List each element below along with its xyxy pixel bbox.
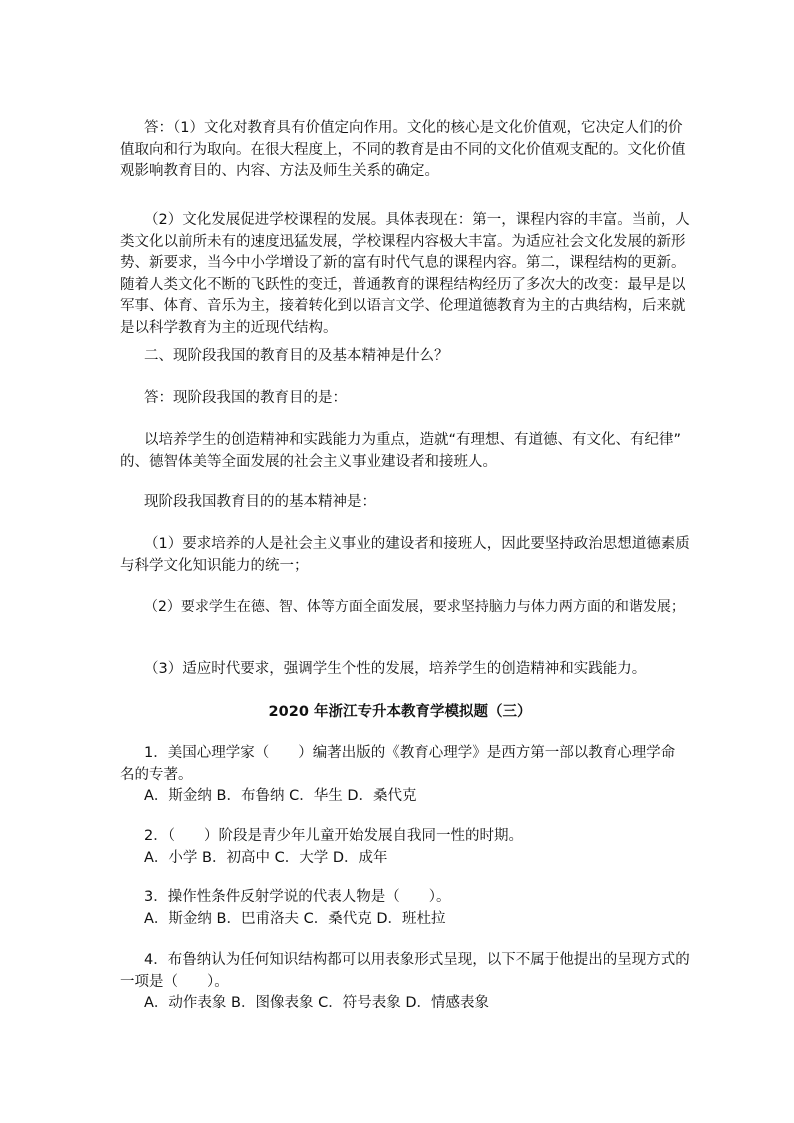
exam-question-3: [120, 887, 680, 930]
text-line: （1）要求培养的人是社会主义事业的建设者和接班人，因此要坚持政治思想道德素质: [144, 536, 690, 552]
text-line: 3．操作性条件反射学说的代表人物是（ ）。: [144, 889, 451, 905]
question-options: A．斯金纳 B．布鲁纳 C．华生 D．桑代克: [144, 788, 417, 804]
question-options: A．动作表象 B．图像表象 C．符号表象 D．情感表象: [144, 995, 489, 1011]
question-stem: [120, 826, 680, 848]
spirit-point-3: [120, 659, 680, 681]
text-line: （3）适应时代要求，强调学生个性的发展，培养学生的创造精神和实践能力。: [144, 661, 647, 677]
spirit-intro: [120, 492, 680, 514]
text-line: 的、德智体美等全面发展的社会主义事业建设者和接班人。: [120, 453, 497, 470]
text-line: 答：现阶段我国的教育目的是：: [144, 390, 347, 406]
answer-part-2: [120, 210, 690, 339]
exam-question-2: [120, 826, 680, 869]
text-line: 名的专著。: [120, 766, 193, 783]
text-line: 观影响教育目的、内容、方法及师生关系的确定。: [120, 163, 439, 179]
text-line: （2）要求学生在德、智、体等方面全面发展，要求坚持脑力与体力两方面的和谐发展；: [144, 599, 685, 615]
question-stem: [120, 887, 680, 909]
text-line: 随着人类文化不断的飞跃性的变迁，普通教育的课程结构经历了多次大的改变：最早是以: [120, 276, 686, 293]
exam-question-1: [120, 743, 680, 808]
text-line: 现阶段我国教育目的的基本精神是：: [144, 494, 376, 510]
answer-part-1: [120, 118, 686, 183]
text-line: 类文化以前所未有的速度迅猛发展，学校课程内容极大丰富。为适应社会文化发展的新形: [120, 233, 686, 250]
exam-question-4: [120, 950, 690, 1015]
text-line: 4．布鲁纳认为任何知识结构都可以用表象形式呈现，以下不属于他提出的呈现方式的: [144, 952, 690, 968]
question-stem: [120, 950, 690, 993]
text-line: （2）文化发展促进学校课程的发展。具体表现在：第一，课程内容的丰富。当前，人: [144, 212, 690, 228]
text-line: 答：（1）文化对教育具有价值定向作用。文化的核心是文化价值观，它决定人们的价: [144, 120, 683, 136]
text-line: 是以科学教育为主的近现代结构。: [120, 319, 338, 336]
text-line: 军事、体育、音乐为主，接着转化到以语言文学、伦理道德教育为主的古典结构，后来就: [120, 298, 686, 314]
text-line: 值取向和行为取向。在很大程度上，不同的教育是由不同的文化价值观支配的。文化价值: [120, 141, 686, 158]
answer-intro: [120, 388, 680, 410]
text-line: 以培养学生的创造精神和实践能力为重点，造就“有理想、有道德、有文化、有纪律”: [144, 432, 682, 448]
question-options: A．小学 B．初高中 C．大学 D．成年: [144, 849, 388, 866]
exam-title: 2020 年浙江专升本教育学模拟题（三）: [268, 704, 532, 720]
question-options: A．斯金纳 B．巴甫洛夫 C．桑代克 D．班杜拉: [144, 910, 446, 927]
question-2-heading: [120, 346, 680, 368]
question-stem: [120, 743, 680, 786]
text-line: 一项是（ ）。: [120, 973, 229, 990]
spirit-point-1: [120, 534, 690, 577]
text-line: 1．美国心理学家（ ）编著出版的《教育心理学》是西方第一部以教育心理学命: [144, 745, 676, 761]
heading-text: 二、现阶段我国的教育目的及基本精神是什么？: [144, 348, 449, 364]
spirit-point-2: [120, 597, 700, 619]
text-line: 势、新要求，当今中小学增设了新的富有时代气息的课程内容。第二，课程结构的更新。: [120, 255, 686, 271]
education-goal: [120, 430, 680, 473]
text-line: 与科学文化知识能力的统一；: [120, 557, 309, 574]
text-line: 2．（ ）阶段是青少年儿童开始发展自我同一性的时期。: [144, 828, 523, 844]
